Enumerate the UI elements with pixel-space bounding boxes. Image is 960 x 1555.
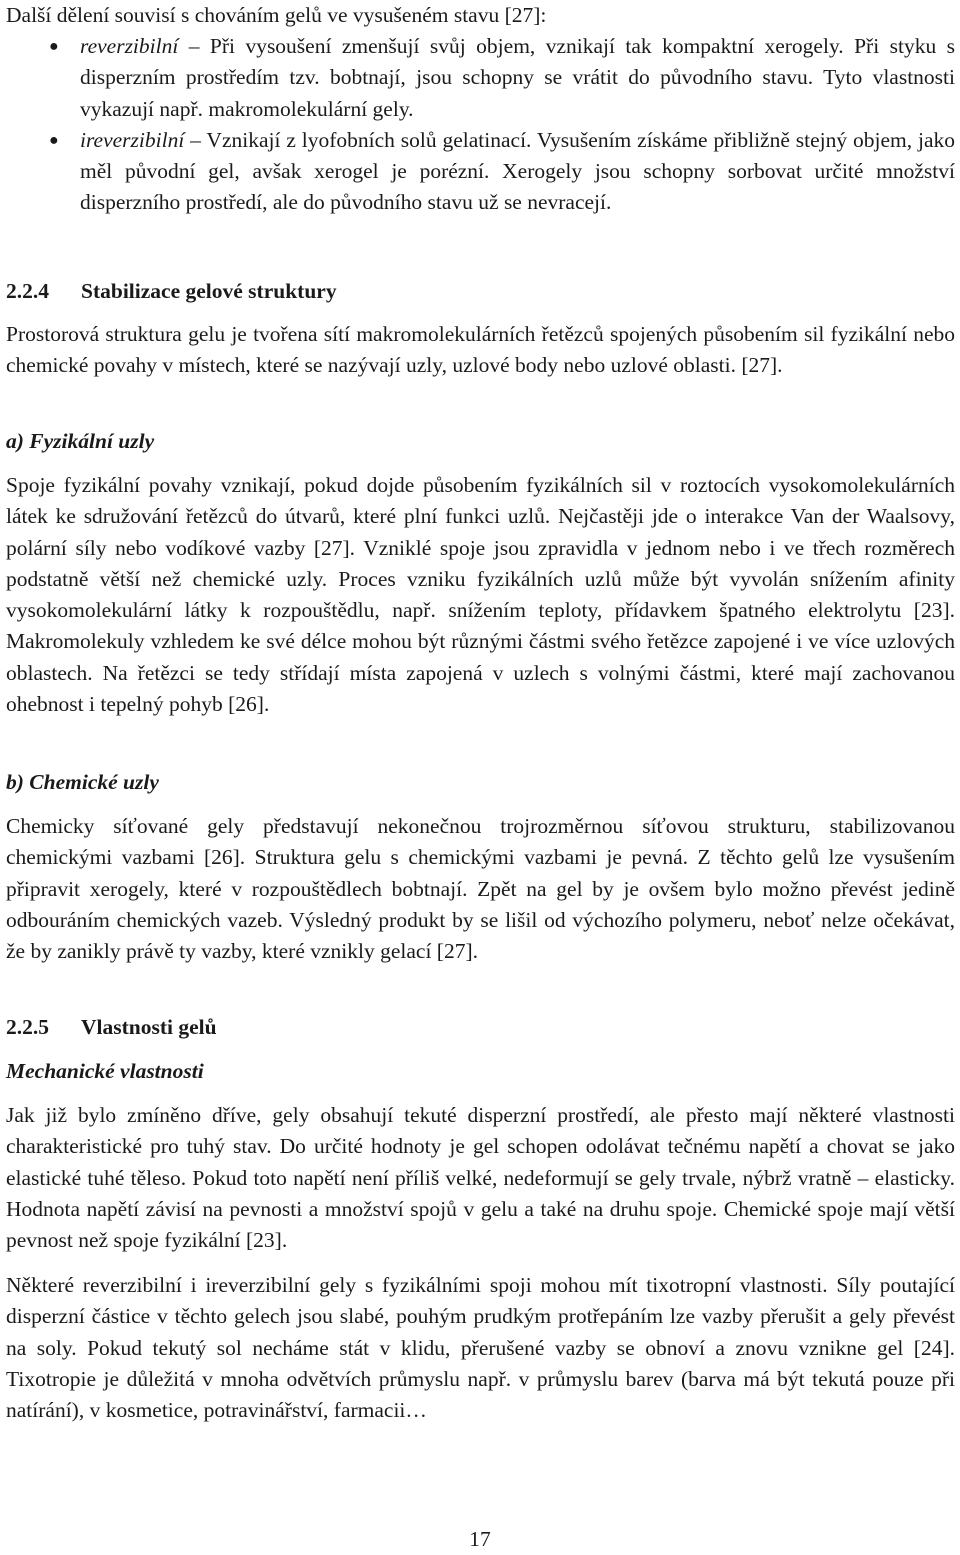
subheading-physical-nodes: a) Fyzikální uzly bbox=[6, 429, 155, 453]
section-number: 2.2.5 bbox=[6, 1015, 49, 1039]
subheading-mechanical-properties: Mechanické vlastnosti bbox=[6, 1059, 204, 1083]
intro-text: Další dělení souvisí s chováním gelů ve vysušeném stavu [27]: bbox=[6, 3, 547, 27]
list-item bbox=[0, 31, 955, 125]
section-number: 2.2.4 bbox=[6, 279, 49, 303]
paragraph-thixotropy: Některé reverzibilní i ireverzibilní gely s fyzikálními spoji mohou mít tixotropní vlastnosti. Síly poutající disperzní částice v těchto gelech jsou slabé, pouhým prudkým protřepáním lze vazby přerušit a gely převést na soly. Pokud tekutý sol necháme stát v klidu, přerušené vazby se obnoví a znovu vznikne gel [24]. Tixotropie je důležitá v mnoha odvětvích průmyslu např. v průmyslu barev (barva má být tekutá pouze při natírání), v kosmetice, potravinářství, farmacii… bbox=[6, 1273, 955, 1423]
paragraph-mechanical-properties: Jak již bylo zmíněno dříve, gely obsahují tekuté disperzní prostředí, ale přesto mají některé vlastnosti charakteristické pro tuhý stav. Do určité hodnoty je gel schopen odolávat tečnému napětí a chovat se jako elastické tuhé těleso. Pokud toto napětí není příliš velké, nedeformují se gely trvale, nýbrž vratně – elasticky. Hodnota napětí závisí na pevnosti a množství spojů v gelu a také na druhu spoje. Chemické spoje mají větší pevnost než spoje fyzikální [23]. bbox=[6, 1103, 955, 1253]
list-item-text: – Vznikají z lyofobních solů gelatinací. Vysušením získáme přibližně stejný objem, jako měl původní gel, avšak xerogel je porézní. Xerogely jsou schopny sorbovat určité množství disperzního prostředí, ale do původního stavu už se nevracejí. bbox=[80, 127, 955, 215]
list-item-term: ireverzibilní bbox=[80, 127, 185, 152]
bullet-icon: ● bbox=[49, 38, 59, 55]
section-heading-2-2-4 bbox=[6, 276, 337, 307]
gel-type-list bbox=[0, 31, 955, 219]
paragraph-physical-nodes: Spoje fyzikální povahy vznikají, pokud dojde působením fyzikálních sil v roztocích vysokomolekulárních látek ke sdružování řetězců do útvarů, které plní funkci uzlů. Nejčastěji jde o interakce Van der Waalsovy, polární síly nebo vodíkové vazby [27]. Vzniklé spoje jsou zpravidla v jednom nebo i ve třech rozměrech podstatně větší než chemické uzly. Proces vzniku fyzikálních uzlů může být vyvolán snížením afinity vysokomolekulární látky k rozpouštědlu, např. snížením teploty, přídavkem špatného elektrolytu [23]. Makromolekuly vzhledem ke své délce mohou být různými částmi svého řetězce zapojené i ve více uzlových oblastech. Na řetězci se tedy střídají místa zapojená v uzlech s volnými částmi, které mají zachovanou ohebnost i tepelný pohyb [26]. bbox=[6, 473, 955, 717]
list-item bbox=[0, 125, 955, 219]
page-number: 17 bbox=[469, 1527, 491, 1551]
section-title: Vlastnosti gelů bbox=[81, 1015, 217, 1039]
paragraph-gel-structure: Prostorová struktura gelu je tvořena sítí makromolekulárních řetězců spojených působením sil fyzikální nebo chemické povahy v místech, které se nazývají uzly, uzlové body nebo uzlové oblasti. [27]. bbox=[6, 322, 955, 378]
subheading-chemical-nodes: b) Chemické uzly bbox=[6, 770, 159, 794]
list-item-term: reverzibilní bbox=[80, 34, 179, 58]
section-heading-2-2-5 bbox=[6, 1012, 217, 1043]
section-title: Stabilizace gelové struktury bbox=[81, 279, 337, 303]
list-item-text: – Při vysoušení zmenšují svůj objem, vznikají tak kompaktní xerogely. Při styku s disperzním prostředím tzv. bobtnají, jsou schopny se vrátit do původního stavu. Tyto vlastnosti vykazují např. makromolekulární gely. bbox=[80, 34, 955, 121]
paragraph-chemical-nodes: Chemicky síťované gely představují nekonečnou trojrozměrnou síťovou strukturu, stabilizovanou chemickými vazbami [26]. Struktura gelu s chemickými vazbami je pevná. Z těchto gelů lze vysušením připravit xerogely, které v rozpouštědlech bobtnají. Zpět na gel by je ovšem bylo možno převést jedině odbouráním chemických vazeb. Výsledný produkt by se lišil od výchozího polymeru, neboť nelze očekávat, že by zanikly právě ty vazby, které vznikly gelací [27]. bbox=[6, 814, 955, 964]
bullet-icon: ● bbox=[49, 131, 59, 149]
